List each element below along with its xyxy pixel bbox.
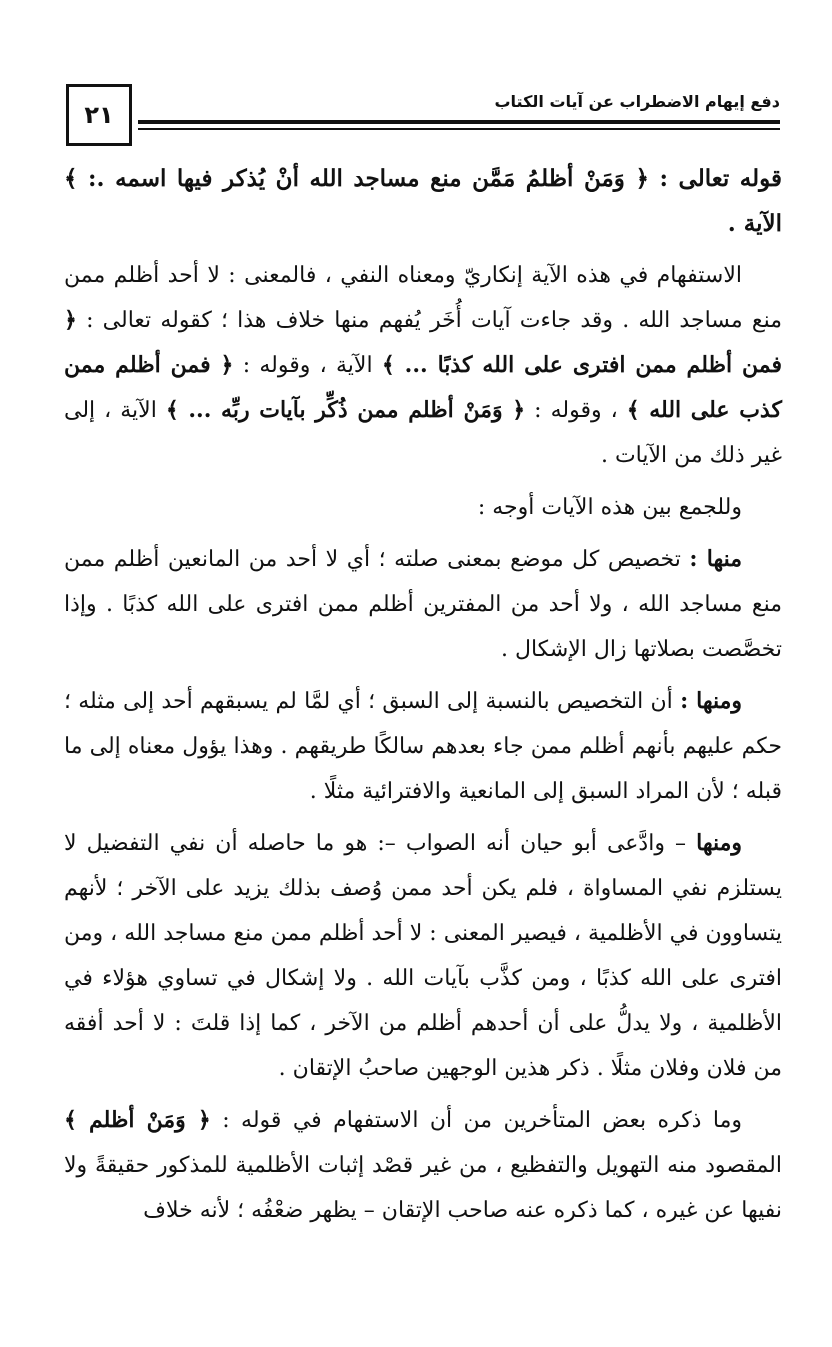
running-title: دفع إيهام الاضطراب عن آيات الكتاب [494, 92, 780, 111]
way-label: ومنها [696, 830, 742, 856]
quoted-verse: ﴿ فمن أظلم ممن كذب على الله ﴾ [64, 352, 782, 423]
text-segment: الآية ، وقوله : [242, 353, 373, 378]
paragraph-verse-heading [64, 156, 782, 246]
paragraph-way-3 [64, 821, 782, 1091]
text-segment: ، وقوله : [534, 398, 618, 423]
quoted-verse: ﴿ وَمَنْ أظلم ﴾ [64, 1107, 211, 1133]
page-number: ٢١ [66, 84, 132, 146]
way-label: ومنها : [680, 688, 743, 714]
way-text: تخصيص كل موضع بمعنى صلته ؛ أي لا أحد من المانعين أظلم ممن منع مساجد الله ، ولا أحد من المفترين أظلم ممن افترى على الله كذبًا . وإذا تخصَّصت بصلاتها زال الإشكال . [64, 547, 782, 662]
paragraph-way-2 [64, 679, 782, 814]
quoted-verse: ﴿ وَمَنْ أظلم ممن ذُكِّر بآيات ربِّه ... ﴾ [165, 397, 526, 423]
text-segment: المقصود منه التهويل والتفظيع ، من غير قصْد إثبات الأظلمية للمذكور حقيقةً ولا نفيها عن غيره ، كما ذكره عنه صاحب الإتقان – يظهر ضعْفُه ؛ لأنه خلاف [64, 1153, 782, 1223]
text-segment: الاستفهام في هذه الآية إنكاريّ ومعناه النفي ، فالمعنى : لا أحد أظلم ممن منع مساجد الله . وقد جاءت آيات أُخَر يُفهم منها خلاف هذا ؛ كقوله تعالى : [64, 263, 783, 333]
page-header [66, 84, 780, 150]
page-body [64, 156, 782, 1240]
way-text: – وادَّعى أبو حيان أنه الصواب –: هو ما حاصله أن نفي التفضيل لا يستلزم نفي المساواة ، فلم يكن أحد ممن وُصف بذلك يزيد على الآخر ؛ لأنهم يتساوون في الأظلمية ، فيصير المعنى : لا أحد أظلم ممن منع مساجد الله ، ومن افترى على الله كذبًا ، ومن كذَّب بآيات الله . ولا إشكال في تساوي هؤلاء في الأظلمية ، ولا يدلُّ على أن أحدهم أظلم من الآخر ، كما إذا قلتَ : لا أحد أفقه من فلان وفلان مثلًا . ذكر هذين الوجهين صاحبُ الإتقان . [64, 831, 782, 1081]
text-segment: الآية ، إلى غير ذلك من الآيات . [64, 398, 782, 468]
quoted-verse: ﴿ فمن أظلم ممن افترى على الله كذبًا ... ﴾ [64, 307, 783, 378]
paragraph-way-1 [64, 537, 782, 672]
text-segment: وما ذكره بعض المتأخرين من أن الاستفهام في قوله : [222, 1108, 743, 1133]
way-text: أن التخصيص بالنسبة إلى السبق ؛ أي لمَّا لم يسبقهم أحد إلى مثله ؛ حكم عليهم بأنهم أظلم ممن جاء بعدهم سالكًا طريقهم . وهذا يؤول معناه إلى ما قبله ؛ لأن المراد السبق إلى المانعية والافترائية مثلًا . [64, 689, 782, 804]
header-rule-thick [138, 120, 780, 124]
header-rule-thin [138, 128, 780, 130]
paragraph-explanation [64, 253, 782, 478]
way-label: منها : [689, 546, 743, 572]
quoted-verse: ﴿ وَمَنْ أظلمُ مَمَّن منع مساجد الله أنْ يُذكر فيها اسمه .: ﴾ الآية . [64, 165, 782, 237]
paragraph-later-scholars [64, 1098, 782, 1233]
verse-intro-label: قوله تعالى : [659, 165, 783, 192]
paragraph-intro-ways: وللجمع بين هذه الآيات أوجه : [477, 495, 742, 520]
